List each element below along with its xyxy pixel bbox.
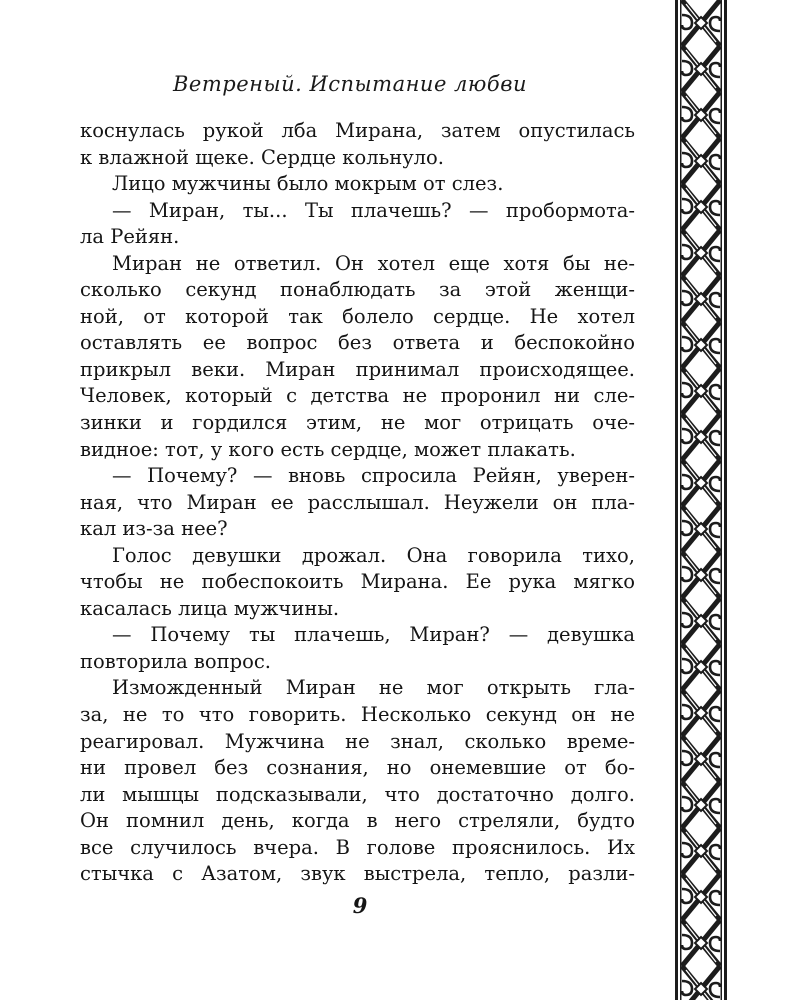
text-line: видное: тот, у кого есть сердце, может плакать. bbox=[80, 437, 576, 461]
text-line: ная, что Миран ее расслышал. Неужели он пла- bbox=[80, 490, 635, 514]
text-line: Человек, который с детства не проронил ни сле- bbox=[80, 384, 635, 408]
text-line: реагировал. Мужчина не знал, сколько време- bbox=[80, 729, 635, 753]
text-line: Лицо мужчины было мокрым от слез. bbox=[112, 172, 504, 196]
text-line: Голос девушки дрожал. Она говорила тихо, bbox=[112, 543, 635, 567]
text-line: ни провел без сознания, но онемевшие от бо- bbox=[80, 756, 635, 780]
text-line: все случилось вчера. В голове прояснилось. Их bbox=[80, 835, 635, 859]
text-line: чтобы не побеспокоить Мирана. Ее рука мягко bbox=[80, 570, 635, 594]
text-line: касалась лица мужчины. bbox=[80, 596, 340, 620]
running-header-title: Ветреный. Испытание любви bbox=[173, 72, 527, 96]
text-line: ла Рейян. bbox=[80, 225, 180, 249]
text-line: к влажной щеке. Сердце кольнуло. bbox=[80, 145, 444, 169]
text-line: повторила вопрос. bbox=[80, 649, 271, 673]
page-number: 9 bbox=[352, 893, 368, 918]
text-line: стычка с Азатом, звук выстрела, тепло, разли- bbox=[80, 862, 635, 886]
text-line: Миран не ответил. Он хотел еще хотя бы не- bbox=[112, 251, 635, 275]
text-line: прикрыл веки. Миран принимал происходящее. bbox=[80, 357, 635, 381]
text-line: — Миран, ты... Ты плачешь? — пробормота- bbox=[112, 198, 635, 222]
text-line: — Почему ты плачешь, Миран? — девушка bbox=[112, 623, 635, 647]
text-line: Он помнил день, когда в него стреляли, будто bbox=[80, 809, 635, 833]
text-line: ной, от которой так болело сердце. Не хотел bbox=[80, 304, 635, 328]
ornamental-border-icon bbox=[674, 0, 728, 1000]
text-line: сколько секунд понаблюдать за этой женщи- bbox=[80, 278, 635, 302]
text-line: за, не то что говорить. Несколько секунд он не bbox=[80, 703, 635, 727]
text-line: — Почему? — вновь спросила Рейян, уверен- bbox=[112, 464, 635, 488]
text-line: зинки и гордился этим, не мог отрицать оче- bbox=[80, 411, 635, 435]
text-line: оставлять ее вопрос без ответа и беспокойно bbox=[80, 331, 635, 355]
text-line: кал из-за нее? bbox=[80, 517, 228, 541]
text-line: коснулась рукой лба Мирана, затем опустилась bbox=[80, 119, 635, 142]
text-line: Изможденный Миран не мог открыть гла- bbox=[112, 676, 635, 700]
text-line: ли мышцы подсказывали, что достаточно долго. bbox=[80, 782, 635, 806]
body-text bbox=[80, 118, 635, 888]
